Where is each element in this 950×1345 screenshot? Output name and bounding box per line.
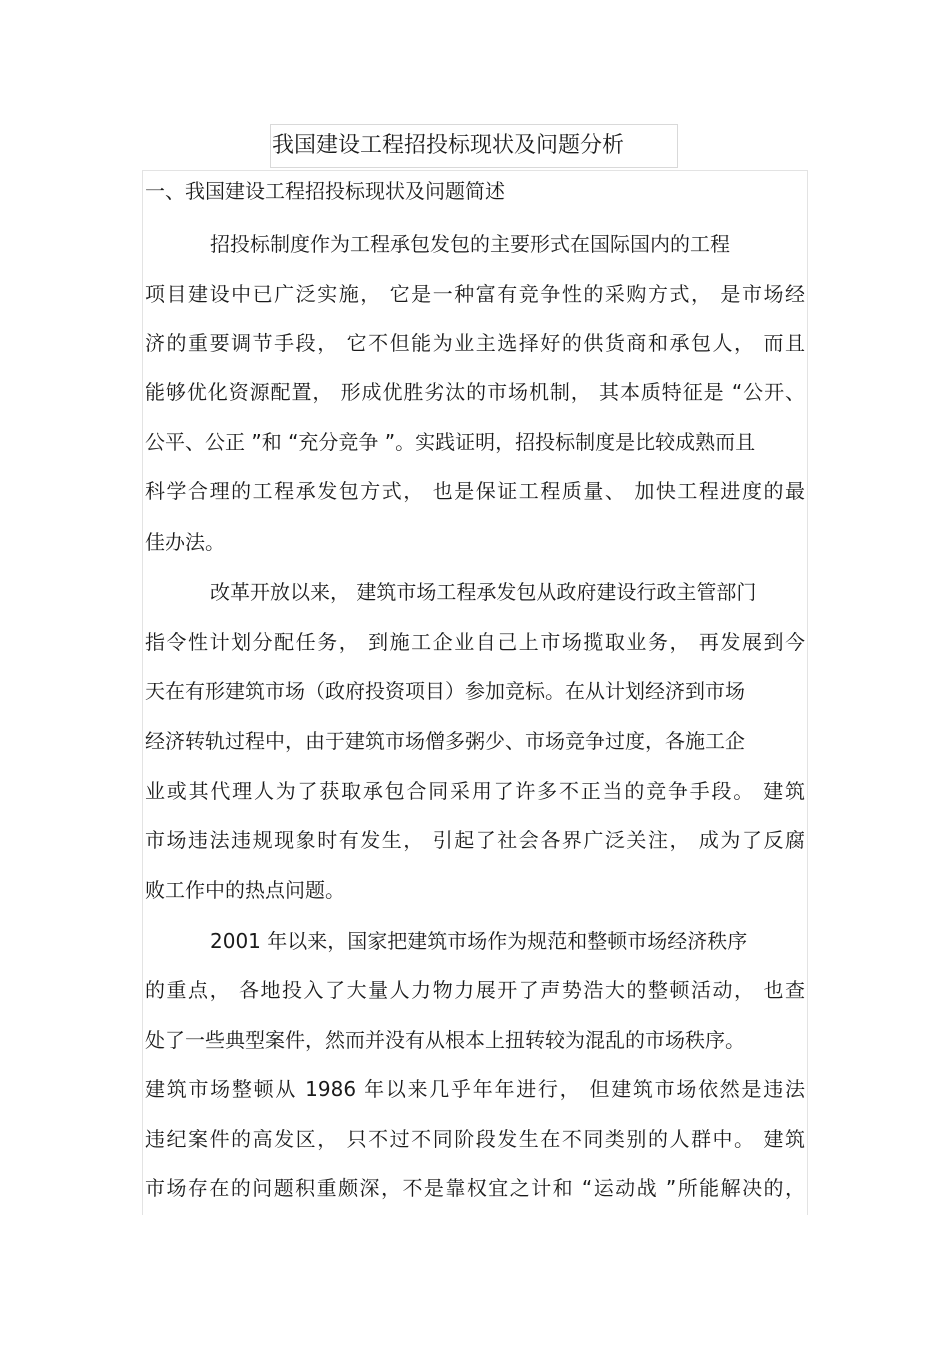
paragraph-2-line-5: 业或其代理人为了获取承包合同采用了许多不正当的竞争手段。 建筑 [145, 779, 805, 803]
paragraph-3-line-2: 的重点， 各地投入了大量人力物力展开了声势浩大的整顿活动， 也查 [145, 978, 805, 1002]
paragraph-1-line-4: 能够优化资源配置， 形成优胜劣汰的市场机制， 其本质特征是 “公开、 [145, 380, 805, 404]
paragraph-3-line-4: 建筑市场整顿从 1986 年以来几乎年年进行， 但建筑市场依然是违法 [145, 1077, 805, 1101]
paragraph-1-line-1: 招投标制度作为工程承包发包的主要形式在国际国内的工程 [210, 232, 730, 256]
paragraph-3-line-1: 2001 年以来，国家把建筑市场作为规范和整顿市场经济秩序 [210, 929, 748, 953]
document-title: 我国建设工程招投标现状及问题分析 [272, 133, 625, 158]
paragraph-2-line-1: 改革开放以来， 建筑市场工程承发包从政府建设行政主管部门 [210, 580, 757, 604]
paragraph-2-line-3: 天在有形建筑市场（政府投资项目）参加竞标。在从计划经济到市场 [145, 679, 745, 703]
paragraph-2-line-4: 经济转轨过程中，由于建筑市场僧多粥少、市场竞争过度，各施工企 [145, 729, 745, 753]
paragraph-3-line-5: 违纪案件的高发区， 只不过不同阶段发生在不同类别的人群中。 建筑 [145, 1127, 805, 1151]
paragraph-2-line-6: 市场违法违规现象时有发生， 引起了社会各界广泛关注， 成为了反腐 [145, 828, 805, 852]
paragraph-3-line-3: 处了一些典型案件，然而并没有从根本上扭转较为混乱的市场秩序。 [145, 1028, 745, 1052]
paragraph-2-line-2: 指令性计划分配任务， 到施工企业自己上市场揽取业务， 再发展到今 [145, 630, 805, 654]
paragraph-3-line-6: 市场存在的问题积重颇深，不是靠权宜之计和 “运动战 ”所能解决的， [145, 1176, 805, 1200]
paragraph-2-line-7: 败工作中的热点问题。 [145, 878, 345, 902]
paragraph-1-line-7: 佳办法。 [145, 530, 225, 554]
paragraph-1-line-5: 公平、公正 ”和 “充分竞争 ”。实践证明，招投标制度是比较成熟而且 [145, 430, 756, 454]
paragraph-1-line-2: 项目建设中已广泛实施， 它是一种富有竞争性的采购方式， 是市场经 [145, 282, 805, 306]
paragraph-1-line-3: 济的重要调节手段， 它不但能为业主选择好的供货商和承包人， 而且 [145, 331, 805, 355]
section-heading: 一、我国建设工程招投标现状及问题简述 [145, 179, 505, 203]
paragraph-1-line-6: 科学合理的工程承发包方式， 也是保证工程质量、 加快工程进度的最 [145, 479, 805, 503]
